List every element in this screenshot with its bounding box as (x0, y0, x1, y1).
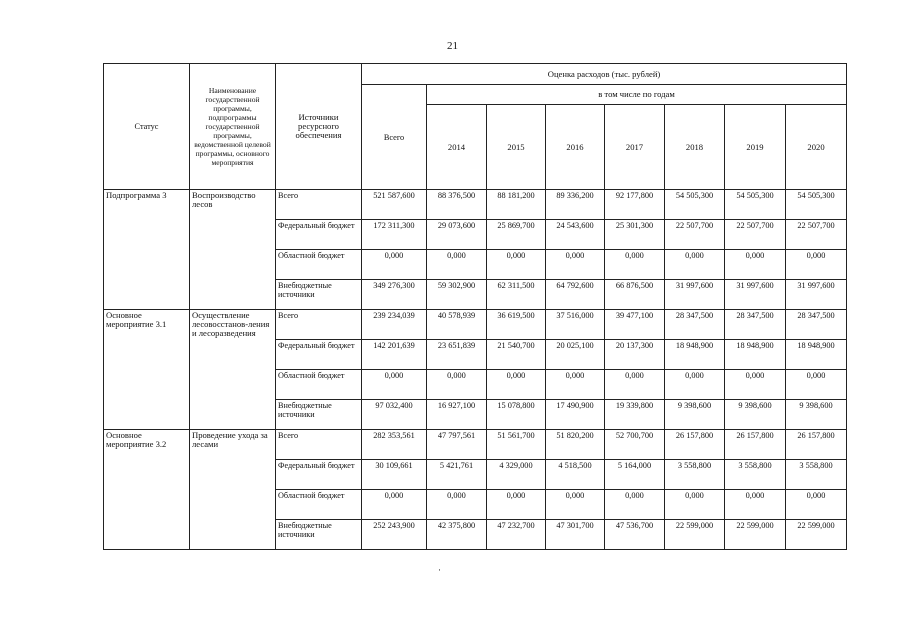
cell-year-value: 22 507,700 (725, 220, 786, 250)
header-year: 2014 (427, 105, 487, 190)
cell-year-value: 16 927,100 (427, 400, 487, 430)
row-funding-source: Всего (276, 430, 362, 460)
cell-year-value: 0,000 (665, 250, 725, 280)
cell-year-value: 26 157,800 (725, 430, 786, 460)
header-year: 2017 (605, 105, 665, 190)
table-header (104, 64, 847, 190)
cell-year-value: 22 599,000 (786, 520, 847, 550)
header-year: 2020 (786, 105, 847, 190)
cell-year-value: 26 157,800 (786, 430, 847, 460)
cell-year-value: 47 301,700 (546, 520, 605, 550)
cell-year-value: 25 869,700 (487, 220, 546, 250)
cell-year-value: 4 518,500 (546, 460, 605, 490)
cell-total: 30 109,661 (362, 460, 427, 490)
cell-year-value: 15 078,800 (487, 400, 546, 430)
cell-year-value: 51 820,200 (546, 430, 605, 460)
cell-year-value: 47 232,700 (487, 520, 546, 550)
row-funding-source: Федеральный бюджет (276, 340, 362, 370)
cell-total: 142 201,639 (362, 340, 427, 370)
header-total: Всего (362, 85, 427, 190)
row-funding-source: Внебюджетные источники (276, 400, 362, 430)
table-body (104, 190, 847, 550)
header-year: 2016 (546, 105, 605, 190)
cell-year-value: 26 157,800 (665, 430, 725, 460)
cell-total: 0,000 (362, 490, 427, 520)
cell-year-value: 20 025,100 (546, 340, 605, 370)
cell-year-value: 31 997,600 (786, 280, 847, 310)
cell-total: 349 276,300 (362, 280, 427, 310)
cell-year-value: 20 137,300 (605, 340, 665, 370)
cell-year-value: 9 398,600 (725, 400, 786, 430)
cell-year-value: 22 507,700 (665, 220, 725, 250)
cell-year-value: 5 164,000 (605, 460, 665, 490)
cell-year-value: 0,000 (605, 250, 665, 280)
row-funding-source: Федеральный бюджет (276, 220, 362, 250)
row-status: Основное мероприятие 3.2 (104, 430, 190, 550)
header-sources: Источники ресурсного обеспечения (276, 64, 362, 190)
cell-year-value: 88 376,500 (427, 190, 487, 220)
header-by-years: в том числе по годам (427, 85, 847, 105)
cell-year-value: 18 948,900 (665, 340, 725, 370)
cell-year-value: 0,000 (546, 490, 605, 520)
cell-year-value: 37 516,000 (546, 310, 605, 340)
cell-year-value: 0,000 (427, 490, 487, 520)
cell-year-value: 0,000 (605, 490, 665, 520)
cell-total: 239 234,039 (362, 310, 427, 340)
cell-total: 0,000 (362, 250, 427, 280)
table-row (104, 190, 847, 220)
row-funding-source: Областной бюджет (276, 490, 362, 520)
cell-year-value: 54 505,300 (786, 190, 847, 220)
cell-year-value: 17 490,900 (546, 400, 605, 430)
cell-year-value: 0,000 (487, 370, 546, 400)
cell-year-value: 0,000 (546, 370, 605, 400)
cell-year-value: 22 507,700 (786, 220, 847, 250)
table-row (104, 310, 847, 340)
cell-total: 172 311,300 (362, 220, 427, 250)
header-year: 2019 (725, 105, 786, 190)
cell-year-value: 0,000 (725, 250, 786, 280)
cell-year-value: 47 536,700 (605, 520, 665, 550)
header-year: 2018 (665, 105, 725, 190)
row-program-name: Проведение ухода за лесами (190, 430, 276, 550)
row-funding-source: Федеральный бюджет (276, 460, 362, 490)
row-program-name: Воспроизводство лесов (190, 190, 276, 310)
page-number: 21 (447, 40, 458, 52)
cell-year-value: 0,000 (786, 490, 847, 520)
cell-year-value: 28 347,500 (725, 310, 786, 340)
scan-dot: · (438, 565, 441, 575)
cell-year-value: 92 177,800 (605, 190, 665, 220)
row-funding-source: Всего (276, 310, 362, 340)
cell-year-value: 31 997,600 (665, 280, 725, 310)
cell-year-value: 19 339,800 (605, 400, 665, 430)
cell-year-value: 22 599,000 (725, 520, 786, 550)
cell-total: 97 032,400 (362, 400, 427, 430)
cell-year-value: 36 619,500 (487, 310, 546, 340)
cell-year-value: 28 347,500 (665, 310, 725, 340)
row-program-name: Осуществление лесовосстанов-ления и лесоразведения (190, 310, 276, 430)
cell-year-value: 0,000 (427, 250, 487, 280)
cell-year-value: 51 561,700 (487, 430, 546, 460)
cell-year-value: 9 398,600 (665, 400, 725, 430)
header-cost-estimate: Оценка расходов (тыс. рублей) (362, 64, 847, 85)
cell-year-value: 18 948,900 (725, 340, 786, 370)
cell-year-value: 47 797,561 (427, 430, 487, 460)
cell-year-value: 0,000 (725, 490, 786, 520)
cell-year-value: 52 700,700 (605, 430, 665, 460)
cell-year-value: 64 792,600 (546, 280, 605, 310)
cell-year-value: 89 336,200 (546, 190, 605, 220)
cell-year-value: 59 302,900 (427, 280, 487, 310)
row-status: Подпрограмма 3 (104, 190, 190, 310)
row-funding-source: Областной бюджет (276, 370, 362, 400)
row-funding-source: Областной бюджет (276, 250, 362, 280)
cell-total: 282 353,561 (362, 430, 427, 460)
cell-year-value: 66 876,500 (605, 280, 665, 310)
cell-year-value: 0,000 (786, 370, 847, 400)
cell-year-value: 0,000 (605, 370, 665, 400)
cell-total: 252 243,900 (362, 520, 427, 550)
cell-year-value: 25 301,300 (605, 220, 665, 250)
cell-year-value: 42 375,800 (427, 520, 487, 550)
cell-year-value: 3 558,800 (786, 460, 847, 490)
row-status: Основное мероприятие 3.1 (104, 310, 190, 430)
cell-year-value: 40 578,939 (427, 310, 487, 340)
cell-year-value: 21 540,700 (487, 340, 546, 370)
cell-year-value: 24 543,600 (546, 220, 605, 250)
row-funding-source: Внебюджетные источники (276, 280, 362, 310)
cell-year-value: 39 477,100 (605, 310, 665, 340)
cell-year-value: 0,000 (725, 370, 786, 400)
table-row (104, 430, 847, 460)
cell-year-value: 31 997,600 (725, 280, 786, 310)
cell-year-value: 88 181,200 (487, 190, 546, 220)
header-name: Наименование государственной программы, подпрограммы государственной программы, ведомственной целевой программы, основного мероприятия (190, 64, 276, 190)
cell-year-value: 0,000 (546, 250, 605, 280)
cell-year-value: 0,000 (665, 370, 725, 400)
cell-total: 521 587,600 (362, 190, 427, 220)
row-funding-source: Внебюджетные источники (276, 520, 362, 550)
cell-year-value: 5 421,761 (427, 460, 487, 490)
cell-year-value: 0,000 (665, 490, 725, 520)
cell-year-value: 29 073,600 (427, 220, 487, 250)
cell-year-value: 18 948,900 (786, 340, 847, 370)
cell-year-value: 0,000 (427, 370, 487, 400)
cell-year-value: 3 558,800 (665, 460, 725, 490)
cell-year-value: 0,000 (786, 250, 847, 280)
cell-year-value: 62 311,500 (487, 280, 546, 310)
header-status: Статус (104, 64, 190, 190)
cell-year-value: 22 599,000 (665, 520, 725, 550)
cell-year-value: 4 329,000 (487, 460, 546, 490)
cell-year-value: 28 347,500 (786, 310, 847, 340)
cell-year-value: 23 651,839 (427, 340, 487, 370)
cell-year-value: 54 505,300 (725, 190, 786, 220)
cell-year-value: 0,000 (487, 490, 546, 520)
cell-year-value: 3 558,800 (725, 460, 786, 490)
row-funding-source: Всего (276, 190, 362, 220)
cell-year-value: 9 398,600 (786, 400, 847, 430)
header-year: 2015 (487, 105, 546, 190)
cell-year-value: 54 505,300 (665, 190, 725, 220)
cell-total: 0,000 (362, 370, 427, 400)
budget-table (103, 63, 847, 550)
cell-year-value: 0,000 (487, 250, 546, 280)
